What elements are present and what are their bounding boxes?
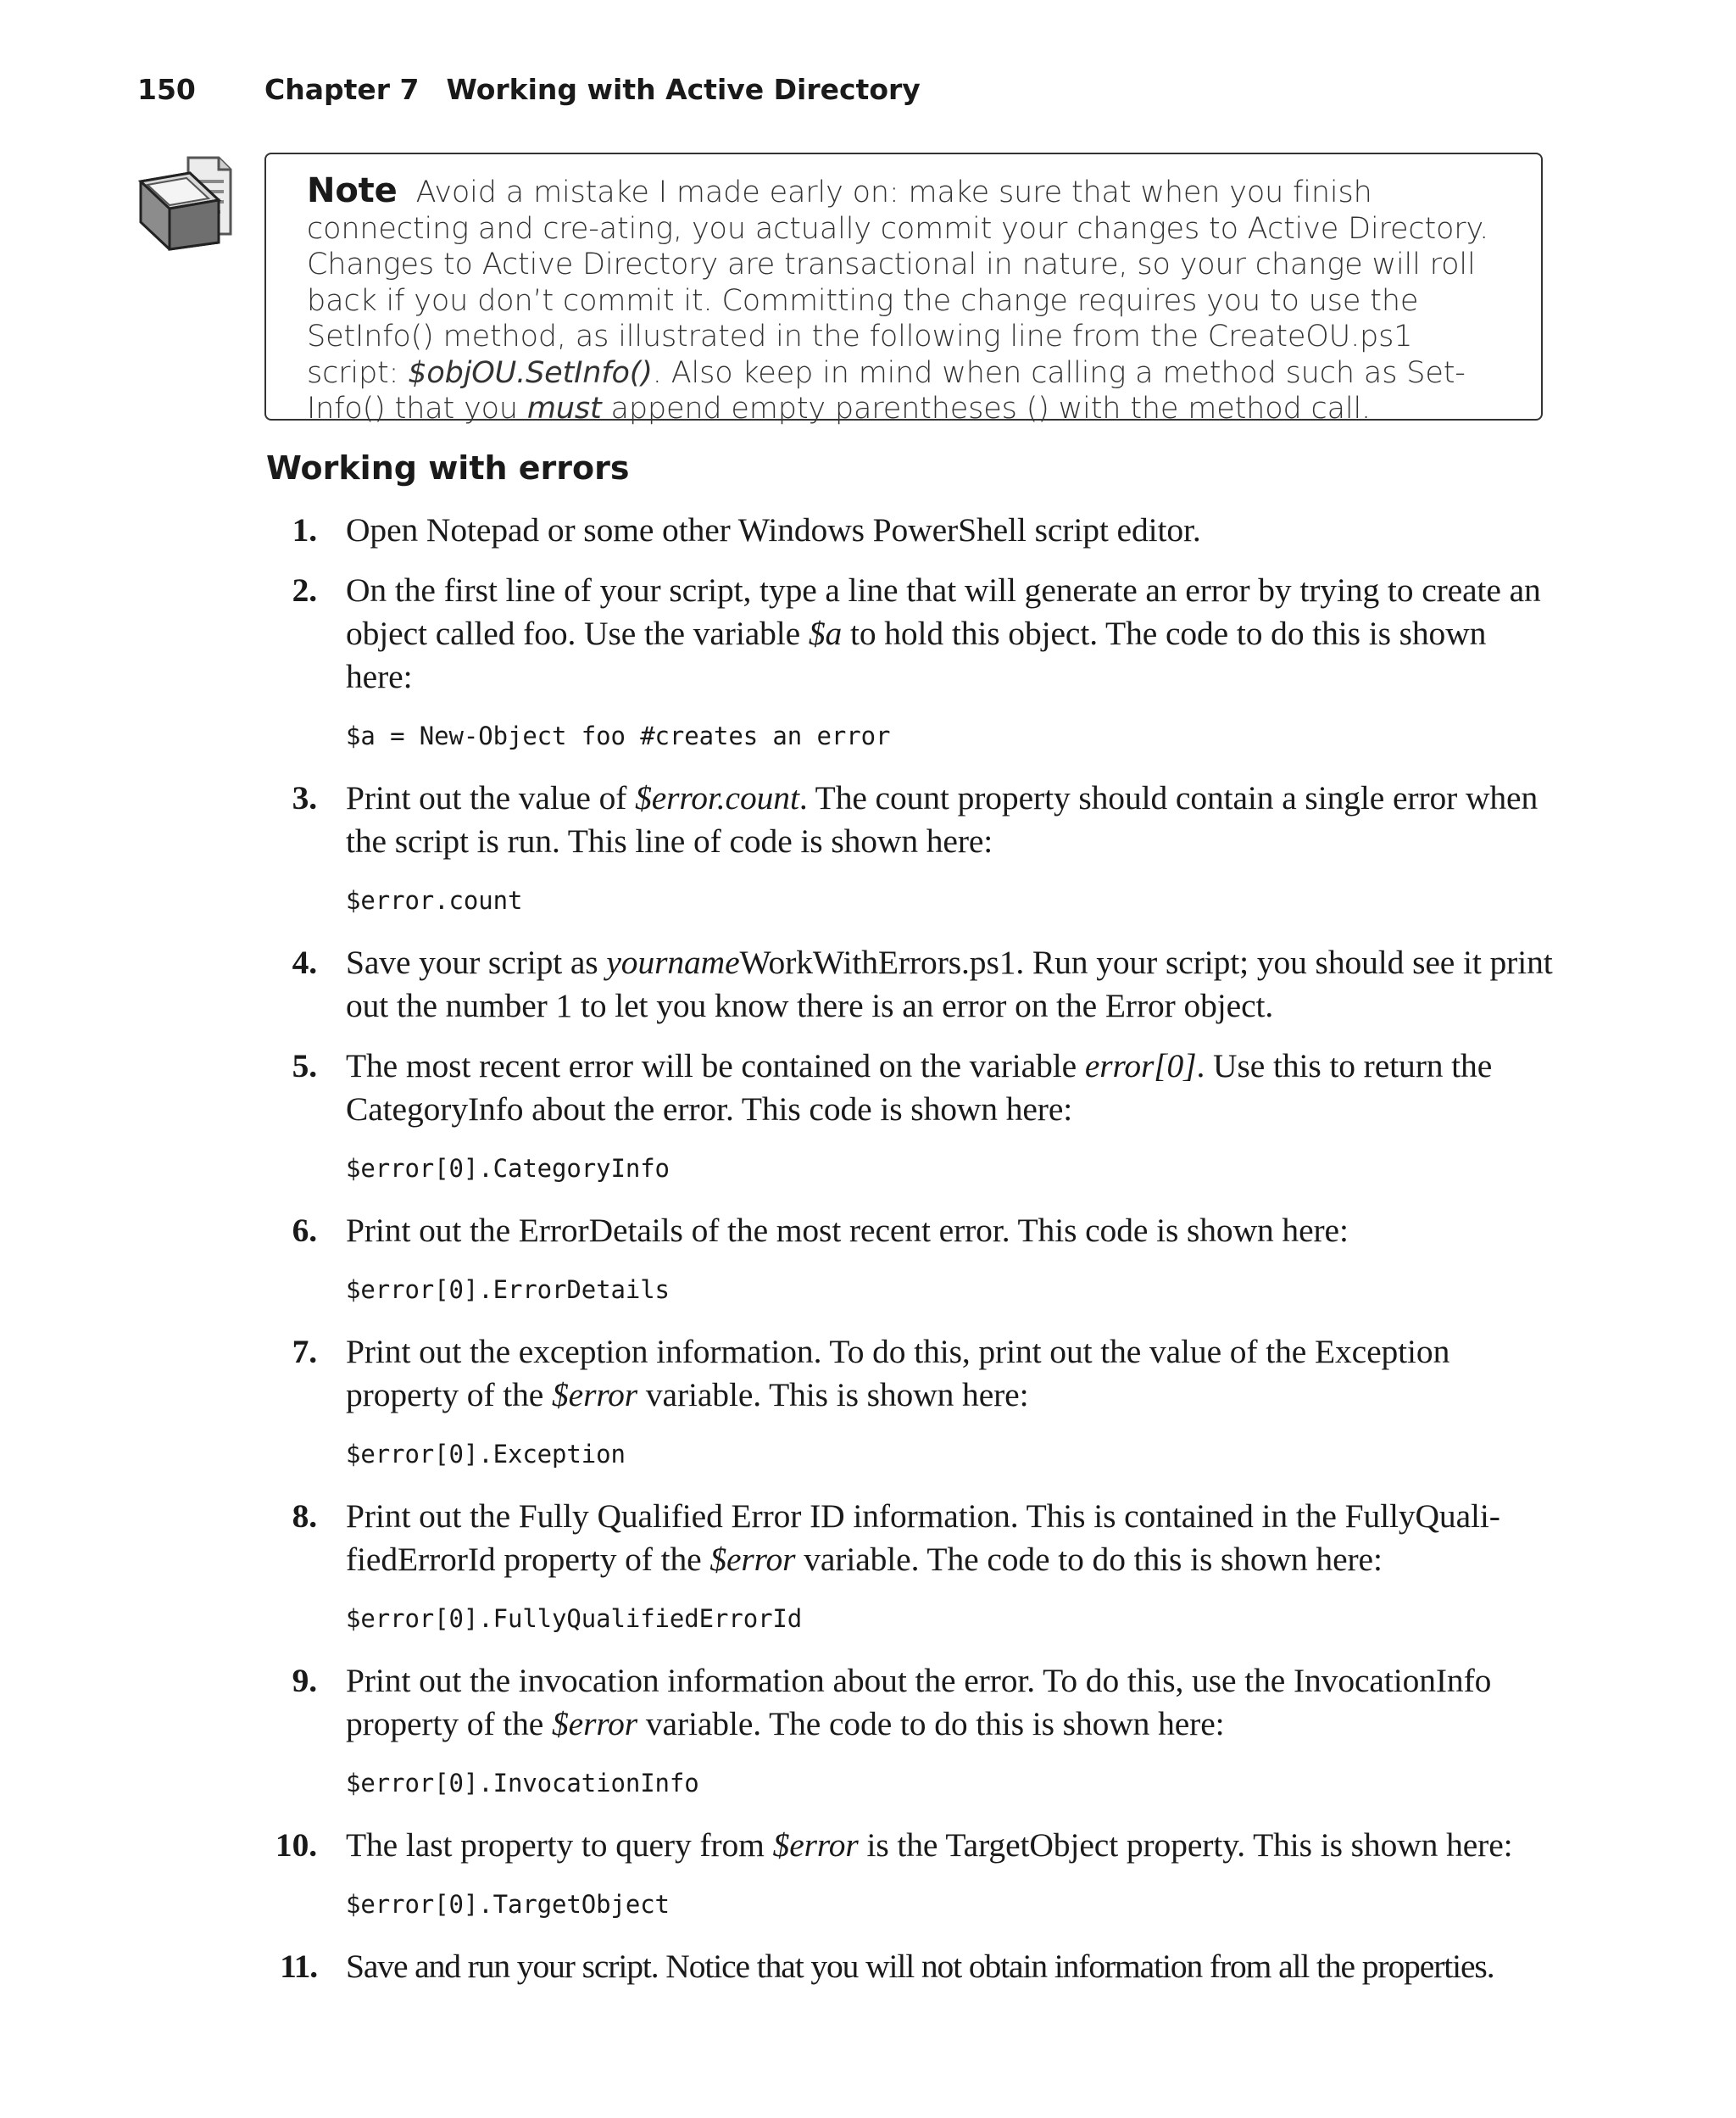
code-line: $error[0].InvocationInfo [346,1769,699,1798]
step-number: 10. [275,1826,317,1864]
step-number: 7. [292,1333,317,1370]
note-emphasis: must [526,392,602,426]
code-line: $error[0].CategoryInfo [346,1154,670,1183]
step-9 [266,1659,1555,1800]
step-number: 6. [292,1212,317,1249]
step-5 [266,1045,1555,1185]
step-text: Save and run your script. Notice that you will not obtain information from all the properties. [346,1948,1494,1985]
step-1 [266,509,1555,552]
section-title: Working with errors [266,449,630,487]
step-6 [266,1209,1555,1307]
code-line: $error[0].Exception [346,1440,626,1469]
step-text: Print out the Fully Qualified Error ID information. This is contained in the FullyQuali-fiedErrorId property of the $error variable. The code to do this is shown here: [346,1497,1500,1578]
note-box [264,153,1543,426]
code-line: $error.count [346,886,523,915]
step-number: 5. [292,1047,317,1084]
chapter-label: Chapter 7 [264,72,420,106]
step-3 [266,777,1555,917]
chapter-title: Working with Active Directory [446,72,921,106]
code-line: $error[0].ErrorDetails [346,1275,670,1304]
code-line: $error[0].FullyQualifiedErrorId [346,1604,803,1633]
note-label: Note [307,171,398,210]
note-body-3: append empty parentheses () with the method call. [601,392,1372,426]
step-7 [266,1330,1555,1471]
step-number: 8. [292,1497,317,1535]
note-body-1: Avoid a mistake I made early on: make sure that when you finish connecting and cre-ating, you actually commit your changes to Active Directory. Changes to Active Directory are transactional in nature, so your change will roll back if you don’t commit it. Committing the change requires you to use the SetInfo() method, as illustrated in the following line from the CreateOU.ps1 script: [307,176,1489,390]
step-text: Print out the value of $error.count. The count property should contain a single error when the script is run. This line of code is shown here: [346,779,1538,860]
page-number: 150 [137,72,196,106]
step-11 [266,1945,1555,1988]
step-text: On the first line of your script, type a line that will generate an error by trying to create an object called foo. Use the variable $a to hold this object. The code to do this is shown here: [346,571,1541,695]
running-header [137,68,921,110]
step-text: The last property to query from $error is the TargetObject property. This is shown here: [346,1826,1513,1864]
code-line: $a = New-Object foo #creates an error [346,722,891,750]
step-text: Print out the invocation information about the error. To do this, use the InvocationInfo property of the $error variable. The code to do this is shown here: [346,1662,1492,1742]
note-icon [136,153,237,254]
note-text [307,173,1504,427]
steps-list [266,509,1555,2005]
note-body-2: . Also keep in mind when calling a method such as Set-Info() that you [307,355,1466,426]
step-number: 4. [292,944,317,981]
step-text: Open Notepad or some other Windows PowerShell script editor. [346,511,1201,549]
step-text: Save your script as yournameWorkWithErrors.ps1. Run your script; you should see it print out the number 1 to let you know there is an error on the Error object. [346,944,1553,1024]
step-number: 9. [292,1662,317,1699]
step-number: 3. [292,779,317,817]
step-text: Print out the exception information. To do this, print out the value of the Exception property of the $error variable. This is shown here: [346,1333,1450,1413]
step-number: 2. [292,571,317,609]
step-text: The most recent error will be contained on the variable error[0]. Use this to return the CategoryInfo about the error. This code is shown here: [346,1047,1493,1128]
step-8 [266,1495,1555,1636]
step-text: Print out the ErrorDetails of the most recent error. This code is shown here: [346,1212,1349,1249]
step-10 [266,1824,1555,1921]
note-code: $objOU.SetInfo() [408,355,653,390]
step-4 [266,941,1555,1028]
code-line: $error[0].TargetObject [346,1890,670,1919]
step-number: 11. [280,1948,317,1985]
step-number: 1. [292,511,317,549]
step-2 [266,569,1555,753]
